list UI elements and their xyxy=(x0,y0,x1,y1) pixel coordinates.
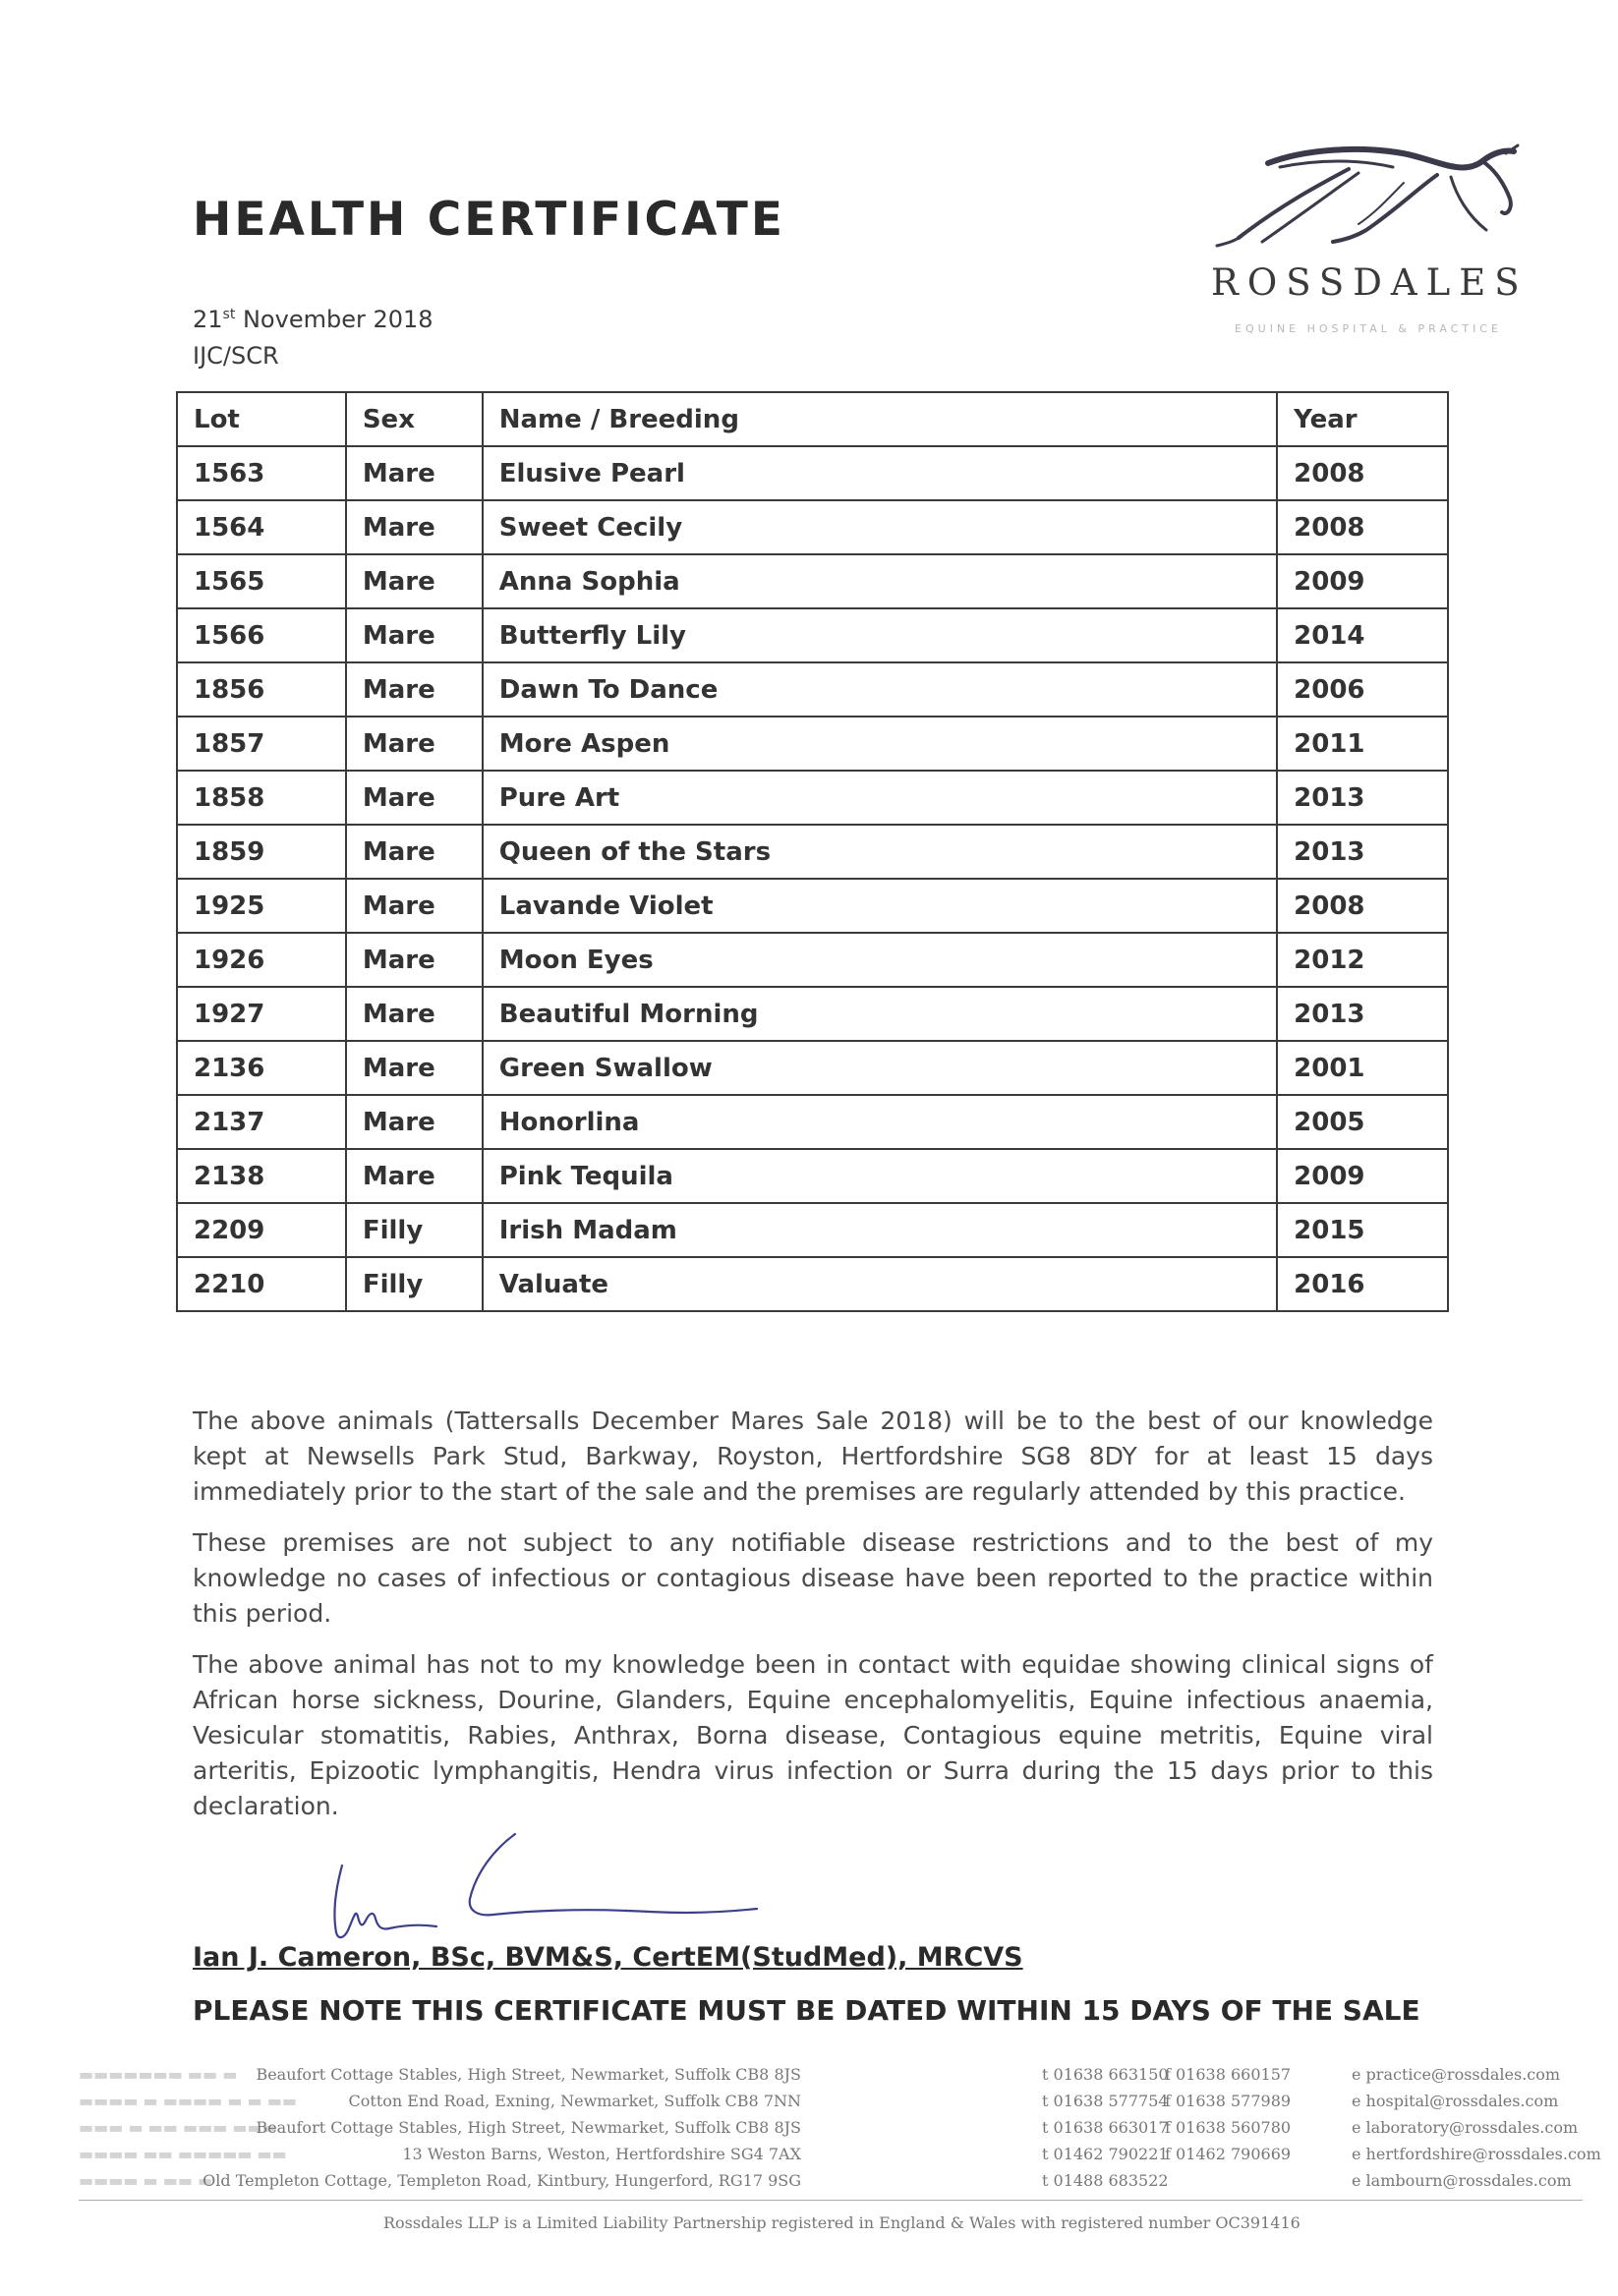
table-row xyxy=(177,554,1448,608)
horse-sex: Mare xyxy=(346,987,483,1041)
horse-name: Valuate xyxy=(483,1257,1277,1311)
foaling-year: 2008 xyxy=(1277,500,1448,554)
foaling-year: 2013 xyxy=(1277,771,1448,825)
table-row xyxy=(177,1149,1448,1203)
horse-name: Anna Sophia xyxy=(483,554,1277,608)
table-row xyxy=(177,879,1448,933)
lot-number: 1563 xyxy=(177,446,346,500)
footer-row-label: ▬▬▬▬ ▬▬ ▬▬▬▬▬ ▬▬ xyxy=(79,2145,287,2163)
horse-sex: Filly xyxy=(346,1257,483,1311)
lot-number: 2210 xyxy=(177,1257,346,1311)
footer-address: 13 Weston Barns, Weston, Hertfordshire SG4 7AX xyxy=(402,2145,801,2163)
footer-address: Cotton End Road, Exning, Newmarket, Suffolk CB8 7NN xyxy=(348,2092,801,2110)
lot-number: 1927 xyxy=(177,987,346,1041)
lot-number: 1859 xyxy=(177,825,346,879)
foaling-year: 2013 xyxy=(1277,825,1448,879)
footer-telephone: t 01462 790221 xyxy=(1042,2145,1169,2163)
horse-name: Irish Madam xyxy=(483,1203,1277,1257)
page-title: HEALTH CERTIFICATE xyxy=(193,193,785,247)
horse-name: Pink Tequila xyxy=(483,1149,1277,1203)
horse-name: Moon Eyes xyxy=(483,933,1277,987)
lot-number: 2209 xyxy=(177,1203,346,1257)
signer-name: Ian J. Cameron, BSc, BVM&S, CertEM(StudMed), MRCVS xyxy=(193,1942,1023,1973)
lot-number: 2136 xyxy=(177,1041,346,1095)
footer-address: Old Templeton Cottage, Templeton Road, Kintbury, Hungerford, RG17 9SG xyxy=(202,2171,801,2190)
horse-name: Dawn To Dance xyxy=(483,662,1277,717)
horse-sex: Mare xyxy=(346,717,483,771)
footer-row-label: ▬▬▬ ▬ ▬▬ ▬▬▬ ▬▬▬ xyxy=(79,2118,277,2137)
horse-name: Honorlina xyxy=(483,1095,1277,1149)
footer-contacts xyxy=(79,2065,1601,2198)
foaling-year: 2006 xyxy=(1277,662,1448,717)
table-row xyxy=(177,1203,1448,1257)
contact-declaration: The above animal has not to my knowledge been in contact with equidae showing clinical signs of African horse sickness, Dourine, Glanders, Equine encephalomyelitis, Equine infectious anaemia, Vesicular stomatitis, Rabies, Anthrax, Borna disease, Contagious equine metritis, Equine viral arteritis, Epizootic lymphangitis, Hendra virus infection or Surra during the 15 days prior to this declaration. xyxy=(193,1650,1433,1820)
horse-name: Sweet Cecily xyxy=(483,500,1277,554)
table-row xyxy=(177,1095,1448,1149)
table-row xyxy=(177,933,1448,987)
header-year: Year xyxy=(1277,392,1448,446)
lot-number: 1856 xyxy=(177,662,346,717)
lot-number: 1565 xyxy=(177,554,346,608)
lot-number: 1564 xyxy=(177,500,346,554)
horse-name: Pure Art xyxy=(483,771,1277,825)
table-row xyxy=(177,446,1448,500)
horse-name: Green Swallow xyxy=(483,1041,1277,1095)
llp-registration: Rossdales LLP is a Limited Liability Partnership registered in England & Wales with registered number OC391416 xyxy=(383,2213,1300,2232)
footer-row-label: ▬▬▬▬ ▬ ▬▬ ▬ xyxy=(79,2171,213,2190)
foaling-year: 2016 xyxy=(1277,1257,1448,1311)
horse-name: Butterfly Lily xyxy=(483,608,1277,662)
footer-row xyxy=(79,2145,1601,2171)
horse-sex: Mare xyxy=(346,825,483,879)
footer-email: e lambourn@rossdales.com xyxy=(1352,2171,1572,2190)
dating-notice: PLEASE NOTE THIS CERTIFICATE MUST BE DATED WITHIN 15 DAYS OF THE SALE xyxy=(193,1994,1420,2027)
foaling-year: 2009 xyxy=(1277,1149,1448,1203)
footer-telephone: t 01488 683522 xyxy=(1042,2171,1169,2190)
brand-name: ROSSDALES xyxy=(1211,261,1529,304)
horse-sex: Mare xyxy=(346,500,483,554)
galloping-horse-icon xyxy=(1211,138,1526,260)
date-day: 21 xyxy=(193,306,223,333)
footer-telephone: t 01638 577754 xyxy=(1042,2092,1169,2110)
horse-sex: Mare xyxy=(346,554,483,608)
horse-sex: Mare xyxy=(346,608,483,662)
horse-sex: Mare xyxy=(346,662,483,717)
premises-statement: The above animals (Tattersalls December Mares Sale 2018) will be to the best of our knowledge kept at Newsells Park Stud, Barkway, Royston, Hertfordshire SG8 8DY for at least 15 days immediately prior to the start of the sale and the premises are regularly attended by this practice. xyxy=(193,1406,1433,1506)
footer-telephone: t 01638 663017 xyxy=(1042,2118,1169,2137)
footer-row xyxy=(79,2118,1579,2145)
foaling-year: 2008 xyxy=(1277,879,1448,933)
foaling-year: 2008 xyxy=(1277,446,1448,500)
horse-sex: Mare xyxy=(346,1149,483,1203)
lot-number: 1857 xyxy=(177,717,346,771)
footer-email: e laboratory@rossdales.com xyxy=(1352,2118,1579,2137)
foaling-year: 2005 xyxy=(1277,1095,1448,1149)
certificate-body xyxy=(193,1404,1433,1840)
footer-row xyxy=(79,2065,1573,2092)
footer-email: e hospital@rossdales.com xyxy=(1352,2092,1559,2110)
lot-number: 1566 xyxy=(177,608,346,662)
horse-sex: Mare xyxy=(346,933,483,987)
foaling-year: 2012 xyxy=(1277,933,1448,987)
foaling-year: 2011 xyxy=(1277,717,1448,771)
lot-number: 1858 xyxy=(177,771,346,825)
footer-row-label: ▬▬▬▬▬▬▬ ▬▬ ▬ xyxy=(79,2065,238,2084)
footer-row xyxy=(79,2092,1573,2118)
brand-tagline: EQUINE HOSPITAL & PRACTICE xyxy=(1235,322,1502,335)
horse-name: Lavande Violet xyxy=(483,879,1277,933)
footer-row-label: ▬▬▬▬ ▬ ▬▬▬▬ ▬ ▬ ▬▬ xyxy=(79,2092,297,2110)
table-row xyxy=(177,1257,1448,1311)
footer-address: Beaufort Cottage Stables, High Street, Newmarket, Suffolk CB8 8JS xyxy=(256,2118,801,2137)
lot-number: 1926 xyxy=(177,933,346,987)
table-row xyxy=(177,608,1448,662)
header-lot: Lot xyxy=(177,392,346,446)
footer-fax: f 01638 577989 xyxy=(1165,2092,1292,2110)
horse-name: Beautiful Morning xyxy=(483,987,1277,1041)
lot-number: 2137 xyxy=(177,1095,346,1149)
footer-row xyxy=(79,2171,1573,2198)
horse-sex: Mare xyxy=(346,771,483,825)
handwritten-signature xyxy=(313,1826,775,1954)
disease-restriction-statement: These premises are not subject to any notifiable disease restrictions and to the best of my knowledge no cases of infectious or contagious disease have been reported to the practice within this period. xyxy=(193,1528,1433,1628)
horse-name: Elusive Pearl xyxy=(483,446,1277,500)
footer-fax: f 01638 660157 xyxy=(1165,2065,1292,2084)
footer-divider xyxy=(79,2200,1583,2201)
footer-fax: f 01638 560780 xyxy=(1165,2118,1292,2137)
foaling-year: 2009 xyxy=(1277,554,1448,608)
table-row xyxy=(177,662,1448,717)
footer-email: e practice@rossdales.com xyxy=(1352,2065,1561,2084)
horse-name: Queen of the Stars xyxy=(483,825,1277,879)
lot-number: 2138 xyxy=(177,1149,346,1203)
foaling-year: 2001 xyxy=(1277,1041,1448,1095)
horse-sex: Mare xyxy=(346,1041,483,1095)
table-row xyxy=(177,717,1448,771)
foaling-year: 2015 xyxy=(1277,1203,1448,1257)
lots-table xyxy=(176,391,1449,1312)
horse-sex: Mare xyxy=(346,879,483,933)
foaling-year: 2013 xyxy=(1277,987,1448,1041)
rossdales-logo xyxy=(1211,138,1529,354)
header-name-breeding: Name / Breeding xyxy=(483,392,1277,446)
footer-address: Beaufort Cottage Stables, High Street, Newmarket, Suffolk CB8 8JS xyxy=(256,2065,801,2084)
footer-email: e hertfordshire@rossdales.com xyxy=(1352,2145,1601,2163)
certificate-meta xyxy=(193,297,433,374)
certificate-date xyxy=(193,297,433,338)
table-row xyxy=(177,825,1448,879)
footer-telephone: t 01638 663150 xyxy=(1042,2065,1169,2084)
horse-sex: Mare xyxy=(346,1095,483,1149)
lot-number: 1925 xyxy=(177,879,346,933)
header-sex: Sex xyxy=(346,392,483,446)
footer-fax: f 01462 790669 xyxy=(1165,2145,1292,2163)
table-header-row xyxy=(177,392,1448,446)
certificate-reference: IJC/SCR xyxy=(193,342,279,370)
table-row xyxy=(177,1041,1448,1095)
table-row xyxy=(177,771,1448,825)
date-suffix: st xyxy=(222,307,236,322)
horse-sex: Mare xyxy=(346,446,483,500)
table-row xyxy=(177,987,1448,1041)
foaling-year: 2014 xyxy=(1277,608,1448,662)
table-row xyxy=(177,500,1448,554)
horse-sex: Filly xyxy=(346,1203,483,1257)
horse-name: More Aspen xyxy=(483,717,1277,771)
date-month-year: November 2018 xyxy=(235,306,433,333)
